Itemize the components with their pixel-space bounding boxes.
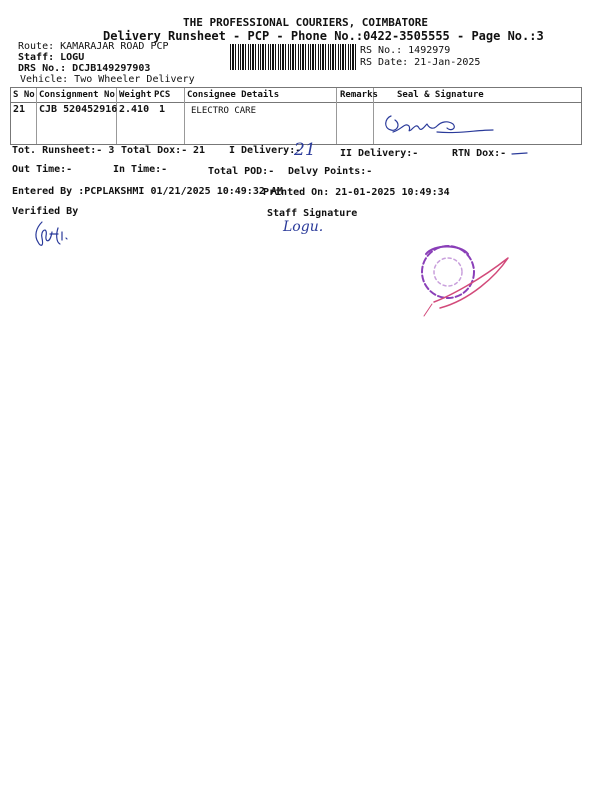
total-pod-label: Total POD:- xyxy=(208,166,275,177)
printed-on: Printed On: 21-01-2025 10:49:34 xyxy=(263,187,450,198)
header-remarks: Remarks xyxy=(340,90,378,100)
i-delivery-handwritten: 21 xyxy=(294,140,316,160)
staff-label: Staff: LOGU xyxy=(18,52,85,63)
total-dox-label: Total Dox:- xyxy=(121,145,188,156)
route-label: Route: KAMARAJAR ROAD PCP xyxy=(18,41,169,52)
header-seal: Seal & Signature xyxy=(397,90,484,100)
rs-date: RS Date: 21-Jan-2025 xyxy=(360,57,481,68)
row-sno: 21 xyxy=(13,104,26,115)
vehicle-label: Vehicle: Two Wheeler Delivery xyxy=(20,74,195,85)
header-consignee: Consignee Details xyxy=(187,90,280,100)
row-consignee: ELECTRO CARE xyxy=(191,106,257,116)
verifier-signature-icon xyxy=(28,218,78,252)
rs-number: RS No.: 1492979 xyxy=(360,45,451,56)
consignment-table xyxy=(10,87,582,145)
ii-delivery-label: II Delivery:- xyxy=(340,148,419,159)
out-time-label: Out Time:- xyxy=(12,164,73,175)
receiver-signature-icon xyxy=(377,108,507,142)
row-weight: 2.410 xyxy=(119,104,150,115)
drs-number: DRS No.: DCJB149297903 xyxy=(18,63,151,74)
entered-by: Entered By :PCPLAKSHMI 01/21/2025 10:49:32 AM xyxy=(12,186,283,197)
total-dox-value: 21 xyxy=(193,145,206,156)
stamp-icon xyxy=(410,236,520,322)
delvy-points-label: Delvy Points:- xyxy=(288,166,373,177)
runsheet-subtitle: Delivery Runsheet - PCP - Phone No.:0422-3505555 - Page No.:3 xyxy=(103,29,544,43)
staff-signature-handwritten: Logu. xyxy=(283,219,324,235)
row-pcs: 1 xyxy=(159,104,166,115)
staff-signature-label: Staff Signature xyxy=(267,208,358,219)
header-sno: S No xyxy=(13,90,35,100)
tot-runsheet: Tot. Runsheet:- 3 xyxy=(12,145,115,156)
company-title: THE PROFESSIONAL COURIERS, COIMBATORE xyxy=(183,16,429,29)
rtn-dash-icon xyxy=(511,151,529,157)
rtn-dox-label: RTN Dox:- xyxy=(452,148,507,159)
in-time-label: In Time:- xyxy=(113,164,168,175)
header-consignment: Consignment No xyxy=(39,90,115,100)
i-delivery-label: I Delivery:- xyxy=(229,145,302,156)
header-pcs: PCS xyxy=(154,90,171,100)
header-weight: Weight xyxy=(119,90,152,100)
row-consignment: CJB 520452916 xyxy=(39,104,118,115)
verified-by-label: Verified By xyxy=(12,206,79,217)
barcode-image xyxy=(230,44,356,70)
